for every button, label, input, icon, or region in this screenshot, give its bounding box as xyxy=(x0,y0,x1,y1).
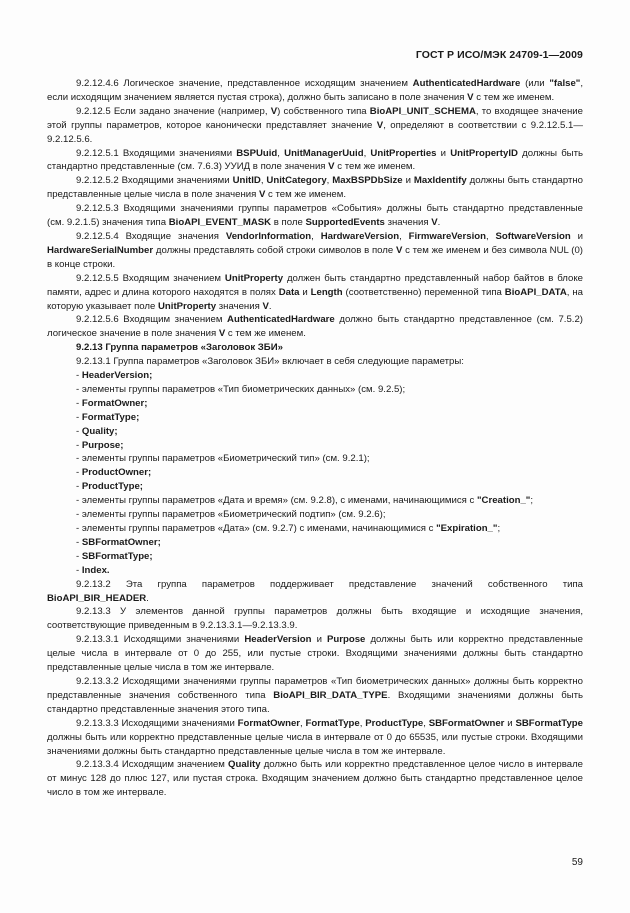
text-run: с тем же именем. xyxy=(225,328,306,340)
text-run: (или xyxy=(520,78,550,89)
text-run: , xyxy=(311,230,321,242)
list-item xyxy=(47,452,583,466)
text-run: , xyxy=(399,230,409,242)
list-item xyxy=(47,522,583,536)
bold-term: SBFormatType xyxy=(515,717,583,729)
bold-term: Quality; xyxy=(81,425,118,437)
list-item xyxy=(47,383,583,397)
bold-term: V xyxy=(328,161,335,173)
bold-term: UnitProperty xyxy=(224,272,284,284)
paragraph xyxy=(47,202,583,230)
bold-term: V xyxy=(431,217,438,229)
text-run: должны быть стандартно представленные целые числа в поле значения xyxy=(47,175,583,201)
text-run: должен быть стандартно представленный набор байтов в блоке памяти, адрес и длина которого находятся в полях xyxy=(47,272,583,298)
text-run: , определяют в соответствии с 9.2.12.5.1—9.2.12.5.6. xyxy=(47,119,583,145)
bold-term: V xyxy=(218,328,226,340)
bold-term: "Creation_" xyxy=(477,495,531,507)
text-run: - элементы группы параметров «Биометрический тип» (см. 9.2.1); xyxy=(76,453,370,465)
text-run: , xyxy=(485,230,496,242)
text-run: - xyxy=(76,536,82,548)
paragraph xyxy=(47,355,583,369)
bold-term: HardwareSerialNumber xyxy=(47,244,154,256)
text-run: и xyxy=(436,147,451,159)
bold-term: SBFormatOwner; xyxy=(81,536,161,548)
text-run: 9.2.13.3.1 Исходящими значениями xyxy=(76,634,245,646)
text-run: должны быть или корректно представленные целые числа в интервале от 0 до 255, или пустые строки. Входящими значениями должны быть стандартно представленные целые числа в том же интервале. xyxy=(47,634,583,674)
text-run: - xyxy=(76,467,82,479)
paragraph xyxy=(47,578,583,606)
bold-term: UnitManagerUuid xyxy=(284,147,364,159)
page-number: 59 xyxy=(571,857,583,868)
text-run: с тем же именем. xyxy=(265,189,347,201)
bold-term: MaxBSPDbSize xyxy=(332,175,403,187)
text-run: 9.2.13.1 Группа параметров «Заголовок ЗБИ» включает в себя следующие параметры: xyxy=(76,356,464,368)
paragraph xyxy=(47,605,583,633)
text-run: - элементы группы параметров «Биометрический подтип» (см. 9.2.6); xyxy=(76,509,386,521)
text-run: 9.2.13.2 Эта группа параметров поддерживает представление значений собственного типа xyxy=(76,578,583,590)
text-run: , xyxy=(359,717,366,729)
list-item xyxy=(47,411,583,425)
bold-term: UnitCategory xyxy=(266,175,327,187)
text-run: 9.2.12.5.3 Входящими значениями группы параметров «События» должны быть стандартно представленные (см. 9.2.1.5) значения типа xyxy=(47,203,583,229)
text-run: с тем же именем. xyxy=(334,161,416,173)
text-run: . xyxy=(268,300,272,312)
list-item xyxy=(47,466,583,480)
paragraph xyxy=(47,758,583,800)
bold-term: V xyxy=(262,300,269,312)
text-run: с тем же именем. xyxy=(473,91,555,103)
bold-term: V xyxy=(395,244,403,256)
bold-term: MaxIdentify xyxy=(413,175,467,187)
text-run: - элементы группы параметров «Тип биометрических данных» (см. 9.2.5); xyxy=(76,383,406,395)
text-run: должны быть или корректно представленные целые числа в интервале от 0 до 65535, или пустые строки. Входящими значениями должны быть стандартно представленные целые числа в том же интервале. xyxy=(47,731,583,757)
bold-term: UnitProperties xyxy=(370,147,437,159)
text-run: - xyxy=(76,411,82,423)
text-run: - xyxy=(76,564,82,576)
text-run: и xyxy=(504,717,516,729)
bold-term: V xyxy=(258,189,266,201)
bold-term: BSPUuid xyxy=(236,147,278,159)
page-header: ГОСТ Р ИСО/МЭК 24709-1—2009 xyxy=(415,49,583,61)
bold-term: ProductType xyxy=(365,717,424,729)
text-run: и xyxy=(402,175,414,187)
bold-term: AuthenticatedHardware xyxy=(227,314,335,326)
paragraph xyxy=(47,77,583,105)
text-run: 9.2.13.3 У элементов данной группы параметров должны быть входящие и исходящие значения, соответствующие приведенным в 9.2.13.3.1—9.2.13.3.9. xyxy=(47,606,583,632)
text-run: , xyxy=(326,175,333,187)
text-run: - xyxy=(76,397,82,409)
list-item xyxy=(47,536,583,550)
text-run: должно быть или корректно представленное целое число в интервале от минус 128 до плюс 127, или пустая строка. Входящим значением должно быть стандартно представленное целое число в том же интервале. xyxy=(47,759,584,799)
list-item xyxy=(47,397,583,411)
bold-term: SBFormatType; xyxy=(81,550,153,562)
text-run: ; xyxy=(530,495,534,507)
bold-term: Index. xyxy=(81,564,110,576)
text-run: , на которую указывает поле xyxy=(47,286,583,312)
paragraph xyxy=(47,147,583,175)
bold-term: V xyxy=(270,105,278,117)
bold-term: Data xyxy=(278,286,300,298)
text-run: - xyxy=(76,370,82,382)
text-run: , xyxy=(423,717,429,729)
bold-term: "false" xyxy=(549,78,581,89)
text-run: должны быть стандартно представленные (см. 7.6.3) УУИД в поле значения xyxy=(47,147,583,173)
bold-term: FormatOwner; xyxy=(81,397,148,409)
paragraph xyxy=(47,105,583,147)
list-item xyxy=(47,550,583,564)
paragraph xyxy=(47,272,583,314)
bold-term: BioAPI_BIR_DATA_TYPE xyxy=(273,689,388,701)
bold-term: "Expiration_" xyxy=(436,523,498,534)
bold-term: HeaderVersion; xyxy=(81,370,153,382)
bold-term: Purpose; xyxy=(81,439,124,451)
text-run: 9.2.13.3.4 Исходящим значением xyxy=(76,759,229,771)
text-run: . xyxy=(146,592,149,604)
bold-term: SBFormatOwner xyxy=(428,717,505,729)
text-run: . xyxy=(437,217,441,229)
bold-term: UnitPropertyID xyxy=(450,147,518,159)
bold-term: ProductType; xyxy=(81,481,143,493)
text-run: и xyxy=(299,286,311,298)
paragraph xyxy=(47,717,583,759)
text-run: значения xyxy=(384,217,432,229)
text-run: - xyxy=(76,439,82,451)
text-run: значения xyxy=(216,300,263,312)
text-run: 9.2.12.5.5 Входящим значением xyxy=(76,272,225,284)
list-item xyxy=(47,369,583,383)
bold-term: FormatType; xyxy=(81,411,140,423)
paragraph xyxy=(47,230,583,272)
text-run: 9.2.12.5.1 Входящими значениями xyxy=(76,147,237,159)
text-run: с тем же именем и без символа NUL (0) в конце строки. xyxy=(47,244,583,270)
list-item xyxy=(47,480,583,494)
list-item xyxy=(47,439,583,453)
paragraph xyxy=(47,633,583,675)
text-run: , xyxy=(277,147,285,159)
bold-term: Purpose xyxy=(327,634,366,646)
text-run: , если исходящим значением является пустая строка), должно быть записано в поле значения xyxy=(47,78,584,103)
bold-term: FormatOwner xyxy=(237,717,301,729)
paragraph xyxy=(47,313,583,341)
bold-term: AuthenticatedHardware xyxy=(412,78,521,89)
text-run: , xyxy=(363,147,371,159)
text-run: и xyxy=(311,634,327,646)
list-item xyxy=(47,494,583,508)
bold-term: FirmwareVersion xyxy=(408,230,486,242)
bold-term: BioAPI_UNIT_SCHEMA xyxy=(369,105,476,117)
paragraph xyxy=(47,174,583,202)
text-run: - xyxy=(76,425,82,437)
list-item xyxy=(47,564,583,578)
bold-term: BioAPI_DATA xyxy=(504,286,567,298)
text-run: (соответственно) переменной типа xyxy=(342,286,505,298)
text-run: ) собственного типа xyxy=(277,105,370,117)
text-run: , то входящее значение этой группы параметров, которое канонически представляет значение xyxy=(47,105,583,131)
bold-term: V xyxy=(467,91,474,103)
text-run: - элементы группы параметров «Дата и время» (см. 9.2.8), с именами, начинающимися с xyxy=(76,495,477,507)
bold-term: HeaderVersion xyxy=(244,634,312,646)
bold-term: BioAPI_EVENT_MASK xyxy=(168,217,272,229)
bold-term: SoftwareVersion xyxy=(495,230,571,242)
text-run: должно быть стандартно представленное (см. 7.5.2) логическое значение в поле значения xyxy=(47,314,583,340)
text-run: должны представлять собой строки символов в поле xyxy=(153,244,396,256)
list-item xyxy=(47,425,583,439)
text-run: , xyxy=(260,175,267,187)
text-run: - xyxy=(76,481,82,493)
bold-term: 9.2.13 Группа параметров «Заголовок ЗБИ» xyxy=(76,342,283,354)
bold-term: BioAPI_BIR_HEADER xyxy=(47,592,147,604)
bold-term: ProductOwner; xyxy=(81,467,152,479)
text-run: 9.2.12.5.4 Входящие значения xyxy=(76,230,226,242)
text-run: 9.2.13.3.3 Исходящими значениями xyxy=(76,717,238,729)
bold-term: UnitProperty xyxy=(157,300,217,312)
bold-term: V xyxy=(376,119,384,131)
text-run: и xyxy=(570,230,583,242)
bold-term: Quality xyxy=(228,759,261,771)
bold-term: UnitID xyxy=(232,175,261,187)
text-run: 9.2.12.5 Если задано значение (например, xyxy=(76,105,271,117)
text-run: , xyxy=(300,717,306,729)
bold-term: VendorInformation xyxy=(225,230,312,242)
text-run: . Входящими значениями должны быть стандартно представленные значения этого типа. xyxy=(47,689,583,715)
text-run: - элементы группы параметров «Дата» (см. 9.2.7) с именами, начинающимися с xyxy=(76,523,437,534)
list-item xyxy=(47,508,583,522)
bold-term: SupportedEvents xyxy=(305,217,385,229)
document-body xyxy=(47,77,583,800)
text-run: ; xyxy=(497,523,501,534)
text-run: 9.2.13.3.2 Исходящими значениями группы параметров «Тип биометрических данных» должны быть корректно представленные значения собственного типа xyxy=(47,675,583,701)
text-run: в поле xyxy=(271,217,306,229)
bold-term: FormatType xyxy=(305,717,360,729)
text-run: 9.2.12.4.6 Логическое значение, представленное исходящим значением xyxy=(76,78,413,89)
bold-term: Length xyxy=(310,286,343,298)
text-run: 9.2.12.5.2 Входящими значениями xyxy=(76,175,233,187)
text-run: 9.2.12.5.6 Входящим значением xyxy=(76,314,228,326)
section-heading xyxy=(47,341,583,355)
text-run: - xyxy=(76,550,82,562)
paragraph xyxy=(47,675,583,717)
bold-term: HardwareVersion xyxy=(320,230,400,242)
